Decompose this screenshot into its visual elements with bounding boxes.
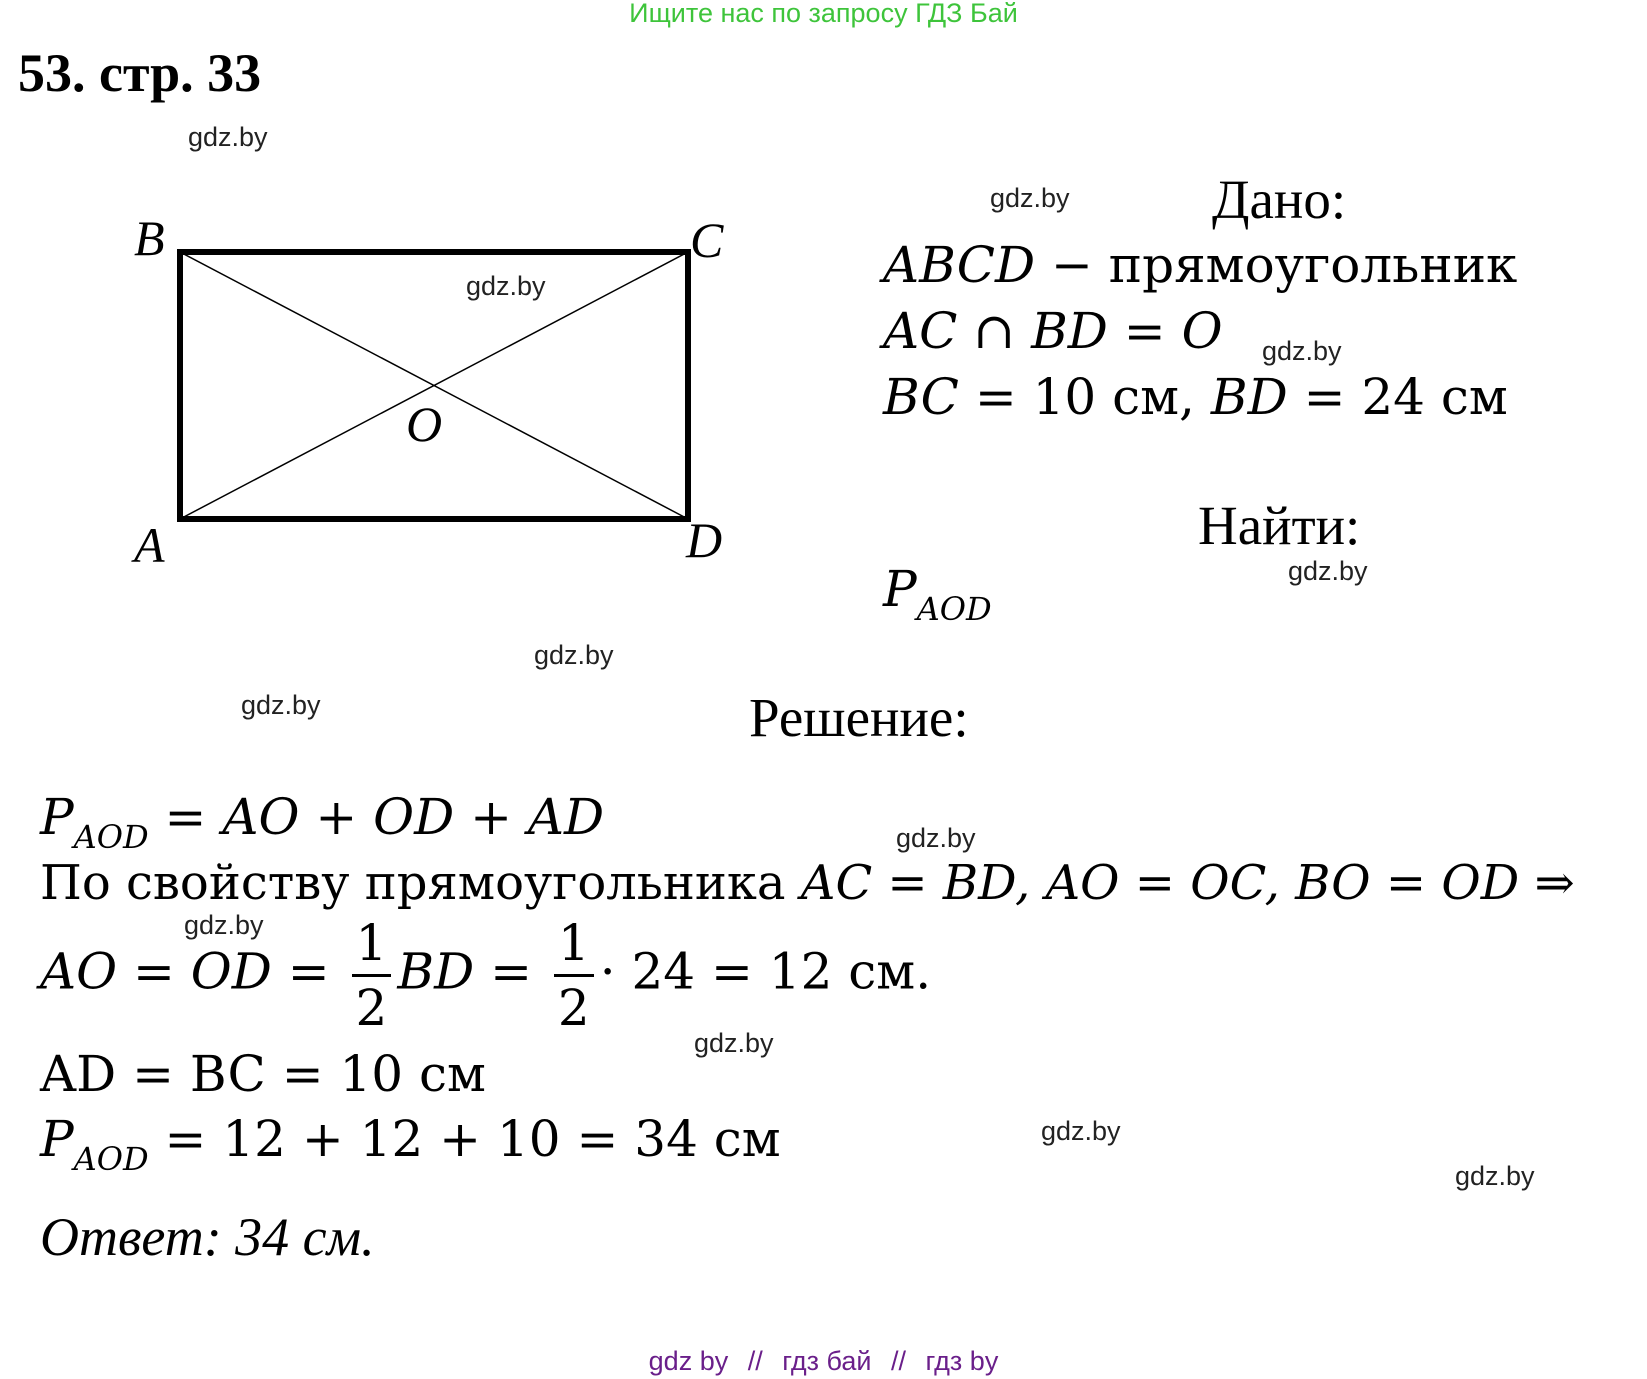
footer-link-gdz-by[interactable]: gdz by <box>648 1346 729 1376</box>
watermark: gdz.by <box>896 823 976 853</box>
watermark: gdz.by <box>990 183 1070 213</box>
find-perimeter: $P_{AOD}$ <box>883 560 992 628</box>
watermark: gdz.by <box>694 1028 774 1058</box>
given-line-3: BC = 10 см, BD = 24 см <box>883 368 1508 426</box>
watermark: gdz.by <box>534 640 614 670</box>
vertex-label-b: B <box>134 210 165 266</box>
solution-line-2: По свойству прямоугольника AC = BD, AO = OC, BO = OD ⇒ <box>40 855 1575 911</box>
watermark: gdz.by <box>1288 556 1368 586</box>
fraction-half: $\frac{1}{2}$ <box>352 918 392 1033</box>
watermark: gdz.by <box>241 690 321 720</box>
solution-line-5: $P_{AOD} = 12 + 12 + 10 = 34$ см <box>40 1110 781 1178</box>
given-heading: Дано: <box>1212 169 1347 230</box>
footer-link-gdz-bai[interactable]: гдз бай <box>782 1346 872 1376</box>
fraction-half: $\frac{1}{2}$ <box>554 918 594 1033</box>
vertex-label-a: A <box>134 517 165 573</box>
vertex-label-c: C <box>690 212 724 268</box>
solution-heading: Решение: <box>749 687 969 748</box>
watermark: gdz.by <box>188 122 268 152</box>
task-title: 53. стр. 33 <box>18 43 262 103</box>
given-line-1: ABCD − прямоугольник <box>883 236 1518 294</box>
watermark: gdz.by <box>184 910 264 940</box>
watermark: gdz.by <box>1262 336 1342 366</box>
given-line-2: AC ∩ BD = O <box>883 302 1223 360</box>
watermark: gdz.by <box>466 271 546 301</box>
solution-line-3: AO = OD = $\frac{1}{2}$ BD = $\frac{1}{2}$ · 24 = 12 см. <box>40 914 932 1037</box>
watermark: gdz.by <box>1455 1161 1535 1191</box>
footer-separator: // <box>747 1346 763 1376</box>
answer: Ответ: 34 см. <box>40 1207 375 1267</box>
solution-line-4: AD = BC = 10 см <box>40 1045 486 1103</box>
top-banner: Ищите нас по запросу ГДЗ Бай <box>629 0 1018 28</box>
solution-line-1: $P_{AOD}$ = AO + OD + AD <box>40 788 605 856</box>
watermark: gdz.by <box>1041 1116 1121 1146</box>
find-heading: Найти: <box>1198 495 1361 556</box>
footer-separator: // <box>891 1346 907 1376</box>
footer-links <box>0 1346 1647 1377</box>
vertex-label-o: O <box>406 396 443 452</box>
footer-link-gdz-by-cyr[interactable]: гдз by <box>925 1346 999 1376</box>
vertex-label-d: D <box>686 512 723 568</box>
rectangle-figure <box>0 0 780 620</box>
